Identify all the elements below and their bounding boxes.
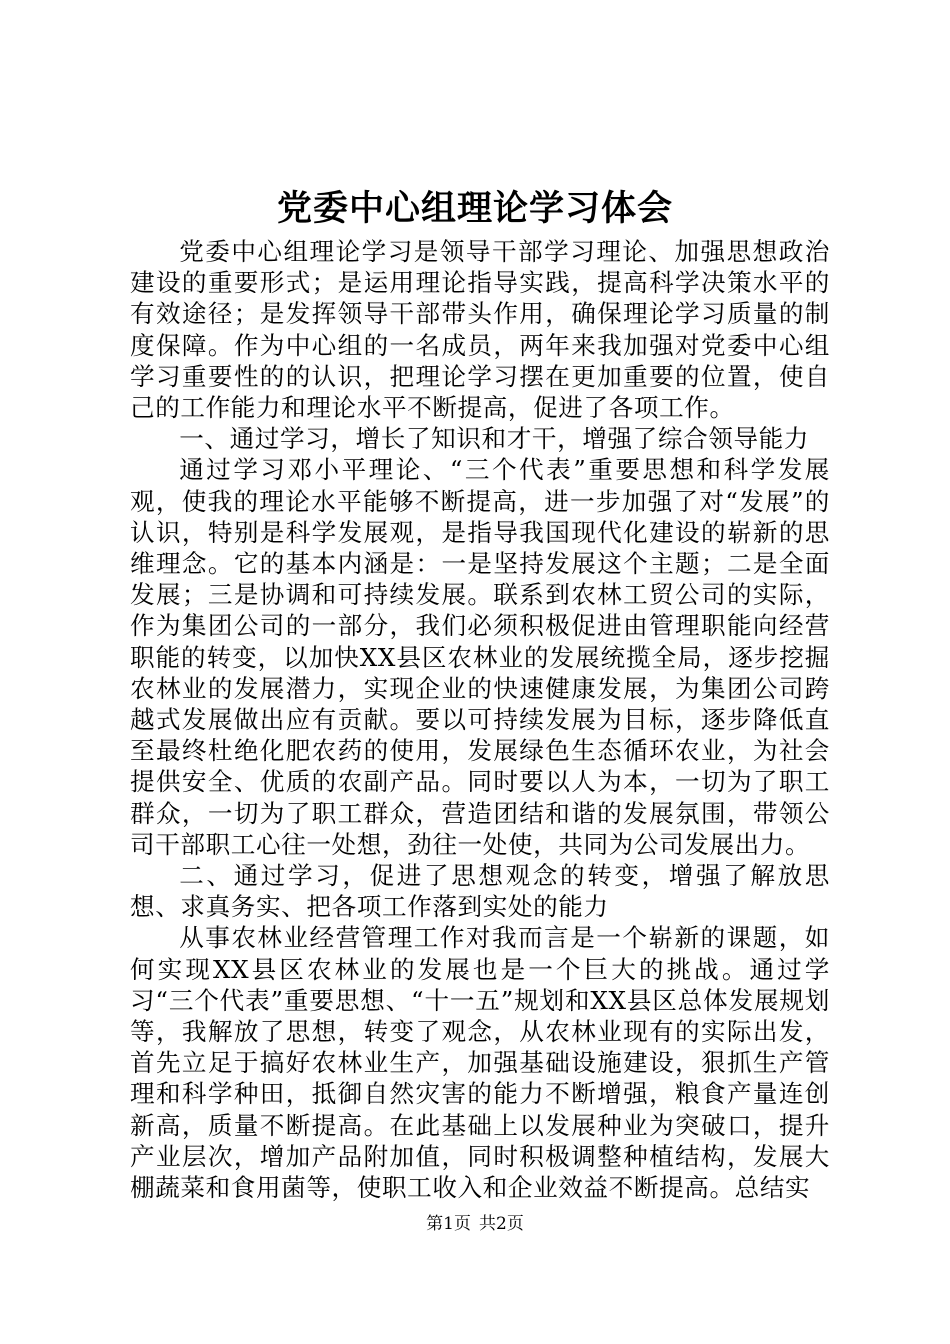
paragraph-section-2: 从事农林业经营管理工作对我而言是一个崭新的课题，如何实现XX县区农林业的发展也是一个巨大的挑战。通过学习“三个代表”重要思想、“十一五”规划和XX县区总体发展规划等，我解放了思想，转变了观念，从农林业现有的实际出发，首先立足于搞好农林业生产，加强基础设施建设，狠抓生产管理和科学种田，抵御自然灾害的能力不断增强，粮食产量连创新高，质量不断提高。在此基础上以发展种业为突破口，提升产业层次，增加产品附加值，同时积极调整种植结构，发展大棚蔬菜和食用菌等，使职工收入和企业效益不断提高。总结实 [130,923,830,1203]
page-number-total: 共2页 [479,1214,524,1234]
section-heading-1: 一、通过学习，增长了知识和才干，增强了综合领导能力 [179,424,810,454]
page-footer [0,1212,950,1236]
document-body [130,236,830,1203]
section-heading-2: 二、通过学习，促进了思想观念的转变，增强了解放思想、求真务实、把各项工作落到实处的能力 [130,861,830,922]
document-title: 党委中心组理论学习体会 [276,188,673,229]
paragraph-section-1: 通过学习邓小平理论、“三个代表”重要思想和科学发展观，使我的理论水平能够不断提高，进一步加强了对“发展”的认识，特别是科学发展观，是指导我国现代化建设的崭新的思维理念。它的基本内涵是：一是坚持发展这个主题；二是全面发展；三是协调和可持续发展。联系到农林工贸公司的实际，作为集团公司的一部分，我们必须积极促进由管理职能向经营职能的转变，以加快XX县区农林业的发展统揽全局，逐步挖掘农林业的发展潜力，实现企业的快速健康发展，为集团公司跨越式发展做出应有贡献。要以可持续发展为目标，逐步降低直至最终杜绝化肥农药的使用，发展绿色生态循环农业，为社会提供安全、优质的农副产品。同时要以人为本，一切为了职工群众，一切为了职工群众，营造团结和谐的发展氛围，带领公司干部职工心往一处想，劲往一处使，共同为公司发展出力。 [130,455,830,859]
page-number-current: 第1页 [426,1214,471,1234]
paragraph-intro: 党委中心组理论学习是领导干部学习理论、加强思想政治建设的重要形式；是运用理论指导实践，提高科学决策水平的有效途径；是发挥领导干部带头作用，确保理论学习质量的制度保障。作为中心组的一名成员，两年来我加强对党委中心组学习重要性的的认识，把理论学习摆在更加重要的位置，使自己的工作能力和理论水平不断提高，促进了各项工作。 [130,237,830,423]
